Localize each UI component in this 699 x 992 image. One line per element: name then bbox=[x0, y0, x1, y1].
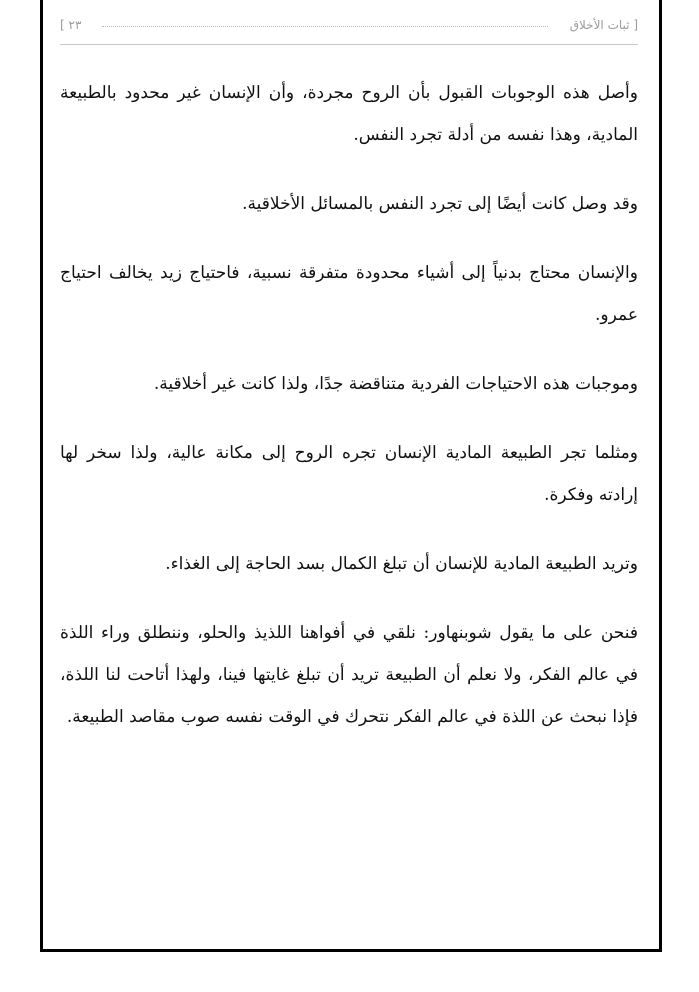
paragraph: وموجبات هذه الاحتياجات الفردية متناقضة جدًا، ولذا كانت غير أخلاقية. bbox=[153, 374, 638, 394]
header-leader-dots bbox=[102, 26, 548, 27]
paragraph: وقد وصل كانت أيضًا إلى تجرد النفس بالمسائل الأخلاقية. bbox=[242, 194, 638, 214]
paragraph: والإنسان محتاج بدنياً إلى أشياء محدودة متفرقة نسبية، فاحتياج زيد يخالف احتياج عمرو. bbox=[60, 263, 638, 325]
paragraph: ومثلما تجر الطبيعة المادية الإنسان تجره الروح إلى مكانة عالية، ولذا سخر لها إرادته وفكرة. bbox=[60, 443, 638, 505]
header-title: [ ثبات الأخلاق bbox=[569, 18, 638, 32]
paragraph: وأصل هذه الوجوبات القبول بأن الروح مجردة، وأن الإنسان غير محدود بالطبيعة المادية، وهذا نفسه من أدلة تجرد النفس. bbox=[60, 83, 638, 145]
running-header bbox=[60, 18, 638, 40]
paragraph: فنحن على ما يقول شوبنهاور: نلقي في أفواهنا اللذيذ والحلو، وننطلق وراء اللذة في عالم الفكر، ولا نعلم أن الطبيعة تريد أن تبلغ غايتها فينا، ولهذا أتاحت لنا اللذة، فإذا نبحث عن اللذة في عالم الفكر نتحرك في الوقت نفسه صوب مقاصد الطبيعة. bbox=[60, 623, 638, 727]
page-number: ٢٣ ] bbox=[60, 18, 82, 32]
header-rule bbox=[60, 44, 638, 45]
body-text bbox=[60, 72, 638, 765]
paragraph: وتريد الطبيعة المادية للإنسان أن تبلغ الكمال بسد الحاجة إلى الغذاء. bbox=[165, 554, 638, 574]
